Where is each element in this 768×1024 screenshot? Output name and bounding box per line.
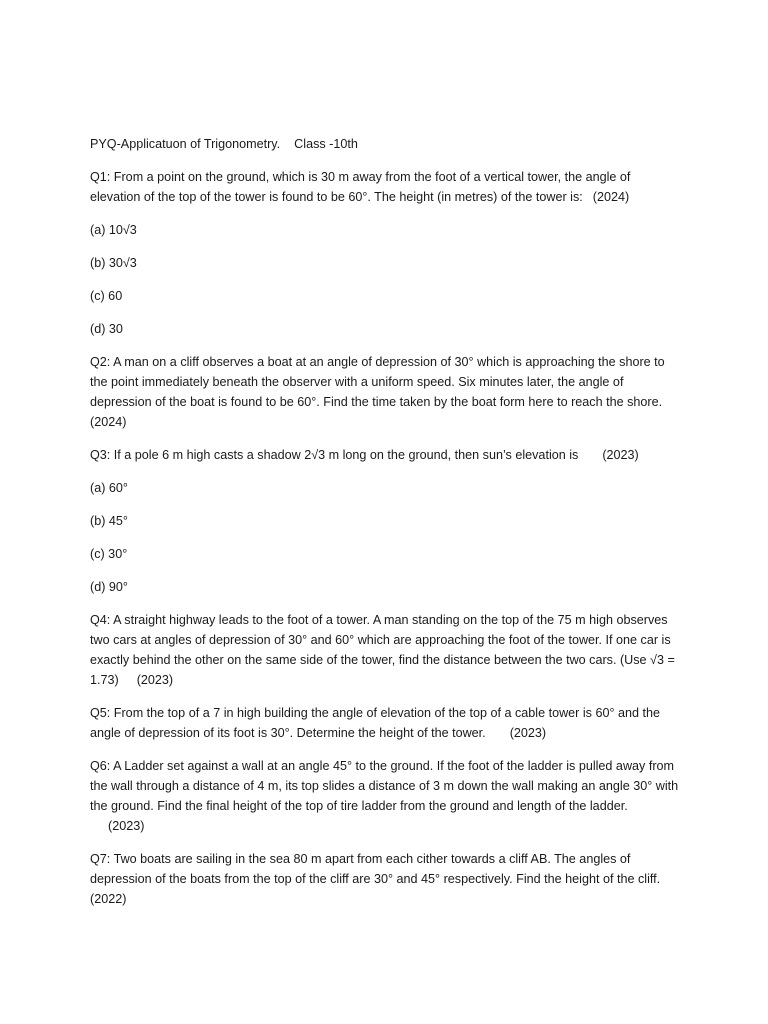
question-3-year: (2023) xyxy=(602,448,639,462)
question-6-year: (2023) xyxy=(108,819,145,833)
question-5-text: Q5: From the top of a 7 in high building the angle of elevation of the top of a cable tower is 60° and the angle of depression of its foot is 30°. Determine the height of the tower. xyxy=(90,706,661,740)
question-1-text: Q1: From a point on the ground, which is 30 m away from the foot of a vertical tower, the angle of elevation of the top of the tower is found to be 60°. The height (in metres) of the tower is: xyxy=(90,170,631,204)
question-7-year: (2022) xyxy=(90,892,127,906)
question-3-option-c: (c) 30° xyxy=(90,547,128,561)
question-1-option-b: (b) 30√3 xyxy=(90,256,137,270)
question-5-year: (2023) xyxy=(509,726,547,740)
question-7 xyxy=(90,849,682,909)
question-1-year: (2024) xyxy=(592,190,630,204)
question-3-option-a: (a) 60° xyxy=(90,481,128,495)
question-1-option-a: (a) 10√3 xyxy=(90,223,137,237)
question-3-text: Q3: If a pole 6 m high casts a shadow 2√3 m long on the ground, then sun’s elevation is xyxy=(90,448,579,462)
question-2 xyxy=(90,352,682,432)
document-header xyxy=(90,134,682,154)
question-5 xyxy=(90,703,682,743)
question-3 xyxy=(90,445,682,465)
question-6 xyxy=(90,756,682,836)
question-4-year: (2023) xyxy=(136,673,174,687)
question-6-text: Q6: A Ladder set against a wall at an angle 45° to the ground. If the foot of the ladder is pulled away from the wall through a distance of 4 m, its top slides a distance of 3 m down the wall making an angle 30° with the ground. Find the final height of the top of tire ladder from the ground and length of the ladder. xyxy=(90,759,679,813)
question-1-option-c: (c) 60 xyxy=(90,289,123,303)
question-4 xyxy=(90,610,682,690)
question-2-year: (2024) xyxy=(90,415,127,429)
question-1-option-d: (d) 30 xyxy=(90,322,123,336)
question-1 xyxy=(90,167,682,207)
question-3-option-d: (d) 90° xyxy=(90,580,128,594)
question-3-option-b: (b) 45° xyxy=(90,514,128,528)
question-7-text: Q7: Two boats are sailing in the sea 80 m apart from each cither towards a cliff AB. The angles of depression of the boats from the top of the cliff are 30° and 45° respectively. Find the height of the cliff. xyxy=(90,852,661,886)
document-title: PYQ-Applicatuon of Trigonometry. xyxy=(90,137,281,151)
class-label: Class -10th xyxy=(294,137,358,151)
question-2-text: Q2: A man on a cliff observes a boat at an angle of depression of 30° which is approaching the shore to the point immediately beneath the observer with a uniform speed. Six minutes later, the angle of depression of the boat is found to be 60°. Find the time taken by the boat form here to reach the shore. xyxy=(90,355,665,409)
question-4-text: Q4: A straight highway leads to the foot of a tower. A man standing on the top of the 75 m high observes two cars at angles of depression of 30° and 60° which are approaching the foot of the tower. If one car is exactly behind the other on the same side of the tower, find the distance between the two cars. (Use √3 = 1.73) xyxy=(90,613,675,687)
